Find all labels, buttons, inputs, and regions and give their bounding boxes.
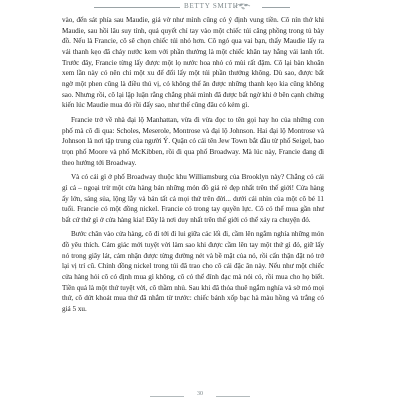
header-author: BETTY SMITH [184, 2, 239, 10]
footer-rule-right [216, 396, 250, 397]
running-header [0, 2, 400, 12]
paragraph-2: Francie trở về nhà đại lộ Manhattan, vừa đi vừa đọc to tên gọi hay ho của những con phố mà cô đi qua: Scholes, Meserole, Montrose và đại lộ Johnson. Hai đại lộ Montrose và Johnson là nơi tập trung của người Ý. Quận có cái tên Jew Town bắt đầu từ phố Seigel, bao trọn phố Moore và phố McKibben, rồi đi qua phố Broadway. Mà lúc này, Francie đang đi theo hướng tới Broadway. [62, 115, 324, 167]
header-rule-left [94, 7, 180, 8]
footer-rule-left [150, 396, 184, 397]
header-rule-right [262, 7, 290, 8]
paragraph-4: Bước chân vào cửa hàng, cô đi tới đi lui giữa các lối đi, cầm lên ngắm nghía những món đồ yêu thích. Cảm giác mới tuyệt vời làm sao khi được cầm lên tay một thứ gì đó, giữ lấy nó trong giây lát, cảm nhận được từng đường nét và bề mặt của nó, rồi cẩn thận đặt nó trở lại vị trí cũ. Chính đồng nickel trong túi đã trao cho cô cái đặc ân này. Nếu như một chiếc cửa hàng hỏi cô có định mua gì không, cô có thể đính đạc mà nói có, rồi mua cho họ biết. Tiền quả là một thứ tuyệt vời, cô thầm nhủ. Sau khi đã thỏa thuê ngắm nghía và sờ mó mọi thứ, cô dứt khoát mua thứ đã nhắm từ trước: chiếc bánh xốp bạc hà màu hồng và trắng có giá 5 xu. [62, 230, 324, 314]
paragraph-3: Và có cái gì ở phố Broadway thuộc khu Williamsburg của Brooklyn này? Chẳng có cái gì cả – ngoại trừ một cửa hàng bán những món đồ giá rẻ đẹp nhất trên thế giới! Cửa hàng ấy lớn, sáng sủa, lộng lẫy và bán tất cả mọi thứ trên đời... dưới cái nhìn của một cô bé 11 tuổi. Francie có một đồng nickel. Francie có trong tay quyền lực. Cô có thể mua gần như bất cứ thứ gì ở cửa hàng kia! Đây là nơi duy nhất trên thế giới có thể xảy ra chuyện đó. [62, 173, 324, 224]
page-number: 30 [197, 391, 203, 397]
leaf-ornament-icon [232, 2, 254, 12]
paragraph-1: vào, đến sát phía sau Maudie, giả vờ như mình cũng có ý định vung tiền. Cô nín thở khi Maudie, sau hồi lâu suy tính, quả quyết chỉ tay vào một chiếc túi căng phồng trong tủ bày đồ. Nếu là Francie, cô sẽ chọn chiếc túi nhỏ hơn. Cô ngó qua vai bạn, thấy Maudie lấy ra vải thanh kẹo đã chảy nước kem với phần thưởng là một chiếc khăn tay hằng vải lanh tốt. Trước đây, Francie từng lấy được một lọ nước hoa nhỏ có mùi rất đậm. Cô lại bàn khoăn xem lần này có nên chỉ một xu để đổi lấy một túi phần thưởng không. Dù sao, được bất ngờ một phen cũng là điều thú vị, có không thể ăn được những thanh kẹo kia cũng không sao. Nhưng rồi, cô lại lập luận rằng chẳng phải mình đã được bất ngờ khi ở bên cạnh chứng kiến lúc Maudie mua đó rồi đấy sao, như thế cũng đâu có kém gì. [62, 16, 324, 110]
page-footer [0, 391, 400, 400]
body-text [62, 15, 324, 315]
